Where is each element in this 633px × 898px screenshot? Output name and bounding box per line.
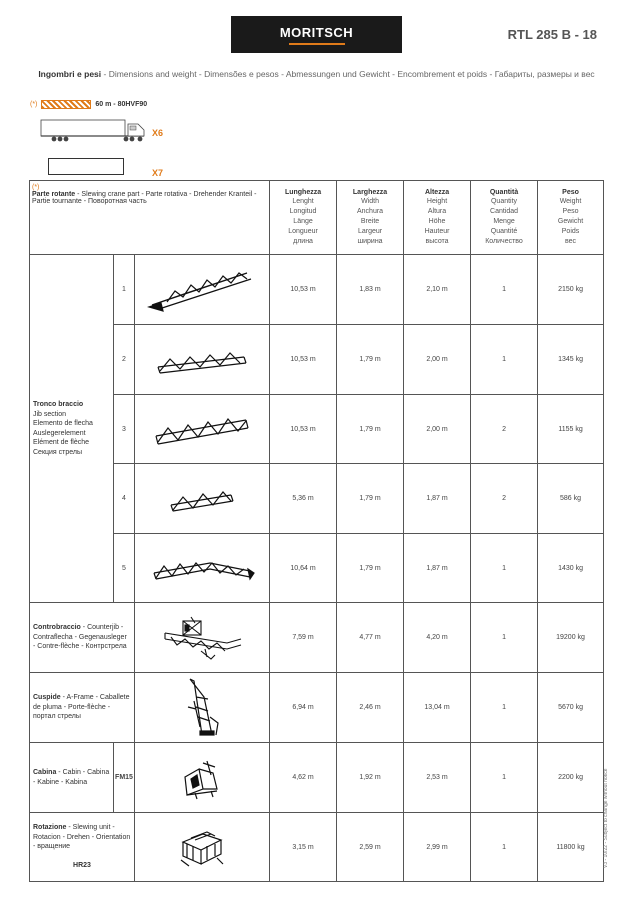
table-header-row (30, 181, 604, 255)
cell-quantity: 1 (471, 813, 538, 882)
table-row-slewing (30, 813, 604, 882)
column-line: высота (425, 237, 449, 245)
column-line: ширина (357, 237, 383, 245)
counterjib-rest: - Counterjib - Contraflecha - Gegenausleger - Contre-flèche - Контрстрела (33, 624, 127, 651)
column-line: Länge (293, 217, 313, 225)
brand-logo (231, 16, 402, 53)
column-height (404, 181, 471, 255)
row-number: 4 (114, 464, 135, 534)
table-row-jib-5 (30, 534, 604, 603)
column-line: Quantity (490, 197, 518, 205)
column-line: Cantidad (490, 207, 519, 215)
column-line: Menge (493, 217, 515, 225)
column-line: Höhe (428, 217, 446, 225)
cell-weight: 2200 kg (538, 743, 604, 813)
column-line: Anchura (356, 207, 384, 215)
jib-line: Elemento de flecha (33, 420, 93, 427)
jib-line: Elément de flèche (33, 439, 90, 446)
revision-note (603, 768, 613, 878)
slewing-code: HR23 (73, 862, 91, 870)
page-subtitle (0, 69, 633, 79)
table-row-jib-3 (30, 395, 604, 464)
header-asterisk: (*) (32, 184, 40, 191)
slewing-label (30, 813, 135, 882)
table-row-jib-1 (30, 255, 604, 325)
cell-length: 5,36 m (270, 464, 337, 534)
column-line: Longitud (289, 207, 317, 215)
cell-quantity: 1 (471, 673, 538, 743)
legend-asterisk: (*) (30, 101, 38, 108)
cell-width: 1,79 m (337, 395, 404, 464)
revision-text: V3 - 10/22 - Subject to change without notice (603, 768, 609, 868)
cabin-rest: - Cabin - Cabina - Kabine - Kabina (33, 769, 110, 786)
row-number: 1 (114, 255, 135, 325)
cabin-drawing (135, 743, 270, 813)
header-rest: - Slewing crane part - Parte rotativa - Drehender Kranteil - Partie tournante - Поворотная часть (32, 191, 257, 205)
cell-quantity: 1 (471, 603, 538, 673)
table-row-aframe (30, 673, 604, 743)
column-line: Breite (360, 217, 380, 225)
table-row-counterjib (30, 603, 604, 673)
configuration-legend (30, 100, 147, 109)
container-icon (48, 158, 124, 175)
column-line: Gewicht (557, 217, 584, 225)
column-line: вес (565, 237, 577, 245)
cell-length: 6,94 m (270, 673, 337, 743)
cell-weight: 11800 kg (538, 813, 604, 882)
jib-section-2-drawing (135, 325, 270, 395)
cell-quantity: 1 (471, 743, 538, 813)
cabin-code: FM15 (114, 743, 135, 813)
counterjib-title: Controbraccio (33, 624, 81, 632)
jib-line: Auslegerelement (33, 429, 86, 437)
column-line: Width (361, 197, 379, 205)
column-line: Lenght (292, 197, 314, 205)
cell-length: 10,53 m (270, 325, 337, 395)
column-line: Quantité (490, 227, 518, 235)
column-line: Poids (561, 227, 580, 235)
column-line: длина (293, 237, 313, 245)
table-row-cabin (30, 743, 604, 813)
header-bold: Parte rotante (32, 191, 76, 198)
cell-length: 10,64 m (270, 534, 337, 603)
cell-quantity: 1 (471, 255, 538, 325)
subtitle-bold: Ingombri e pesi (38, 69, 102, 79)
model-title: RTL 285 B - 18 (507, 27, 597, 42)
jib-group-label (30, 255, 114, 603)
slewing-rest: - Slewing unit - Rotacion - Drehen - Orientation - вращение (33, 824, 131, 851)
aframe-rest: - A-Frame - Caballete de pluma - Porte-flèche - портал стрелы (33, 694, 130, 721)
cell-quantity: 2 (471, 395, 538, 464)
cell-width: 1,83 m (337, 255, 404, 325)
cell-quantity: 1 (471, 534, 538, 603)
cell-width: 2,59 m (337, 813, 404, 882)
cell-quantity: 1 (471, 325, 538, 395)
row-number: 3 (114, 395, 135, 464)
table-row-jib-2 (30, 325, 604, 395)
legend-hatch-icon (41, 100, 91, 109)
column-title: Altezza (424, 188, 450, 196)
jib-title: Tronco braccio (33, 401, 84, 408)
column-title: Peso (562, 188, 579, 196)
jib-section-5-drawing (135, 534, 270, 603)
logo-underline (289, 43, 345, 45)
cell-length: 3,15 m (270, 813, 337, 882)
cell-height: 2,00 m (404, 325, 471, 395)
cell-length: 10,53 m (270, 255, 337, 325)
column-line: Peso (562, 207, 579, 215)
column-title: Quantità (489, 188, 519, 196)
dimensions-table (29, 180, 604, 882)
cell-height: 2,53 m (404, 743, 471, 813)
cell-height: 1,87 m (404, 464, 471, 534)
column-line: Largeur (357, 227, 383, 235)
column-quantity (471, 181, 538, 255)
cell-width: 1,79 m (337, 534, 404, 603)
cell-width: 1,92 m (337, 743, 404, 813)
slewing-drawing (135, 813, 270, 882)
aframe-label (30, 673, 135, 743)
logo-text: MORITSCH (279, 24, 354, 40)
cell-weight: 1430 kg (538, 534, 604, 603)
slewing-title: Rotazione (33, 824, 67, 832)
truck-count: X6 (152, 128, 164, 138)
cell-length: 10,53 m (270, 395, 337, 464)
jib-section-3-drawing (135, 395, 270, 464)
column-weight (538, 181, 604, 255)
column-line: Height (426, 197, 448, 205)
cell-width: 1,79 m (337, 325, 404, 395)
jib-section-4-drawing (135, 464, 270, 534)
row-number: 2 (114, 325, 135, 395)
truck-trailer-icon (40, 118, 150, 148)
cell-height: 13,04 m (404, 673, 471, 743)
cell-weight: 5670 kg (538, 673, 604, 743)
cell-weight: 586 kg (538, 464, 604, 534)
cell-width: 4,77 m (337, 603, 404, 673)
cabin-title: Cabina (33, 769, 57, 776)
subtitle-rest: - Dimensions and weight - Dimensões e pesos - Abmessungen und Gewicht - Encombrement et poids - Габариты, размеры и вес (101, 69, 595, 79)
table-row-jib-4 (30, 464, 604, 534)
counterjib-label (30, 603, 135, 673)
cell-weight: 19200 kg (538, 603, 604, 673)
column-line: Hauteur (424, 227, 450, 235)
aframe-title: Cuspide (33, 694, 61, 702)
row-number: 5 (114, 534, 135, 603)
jib-line: Секция стрелы (33, 448, 83, 456)
column-length (270, 181, 337, 255)
cell-weight: 2150 kg (538, 255, 604, 325)
counterjib-drawing (135, 603, 270, 673)
jib-line: Jib section (33, 410, 67, 418)
column-line: Longueur (288, 227, 318, 235)
cell-height: 4,20 m (404, 603, 471, 673)
cell-length: 4,62 m (270, 743, 337, 813)
column-width (337, 181, 404, 255)
cell-length: 7,59 m (270, 603, 337, 673)
aframe-drawing (135, 673, 270, 743)
container-count: X7 (152, 168, 164, 178)
column-line: Altura (427, 207, 447, 215)
cell-weight: 1345 kg (538, 325, 604, 395)
cell-height: 2,00 m (404, 395, 471, 464)
cell-height: 2,99 m (404, 813, 471, 882)
cell-quantity: 2 (471, 464, 538, 534)
cabin-label (30, 743, 114, 813)
cell-width: 1,79 m (337, 464, 404, 534)
cell-width: 2,46 m (337, 673, 404, 743)
legend-text: 60 m - 80HVF90 (95, 101, 148, 108)
header-description (30, 181, 270, 255)
column-title: Lunghezza (284, 188, 322, 196)
cell-height: 1,87 m (404, 534, 471, 603)
column-line: Weight (559, 197, 582, 205)
column-title: Larghezza (352, 188, 388, 196)
column-line: Количество (485, 237, 523, 245)
cell-height: 2,10 m (404, 255, 471, 325)
cell-weight: 1155 kg (538, 395, 604, 464)
jib-section-1-drawing (135, 255, 270, 325)
